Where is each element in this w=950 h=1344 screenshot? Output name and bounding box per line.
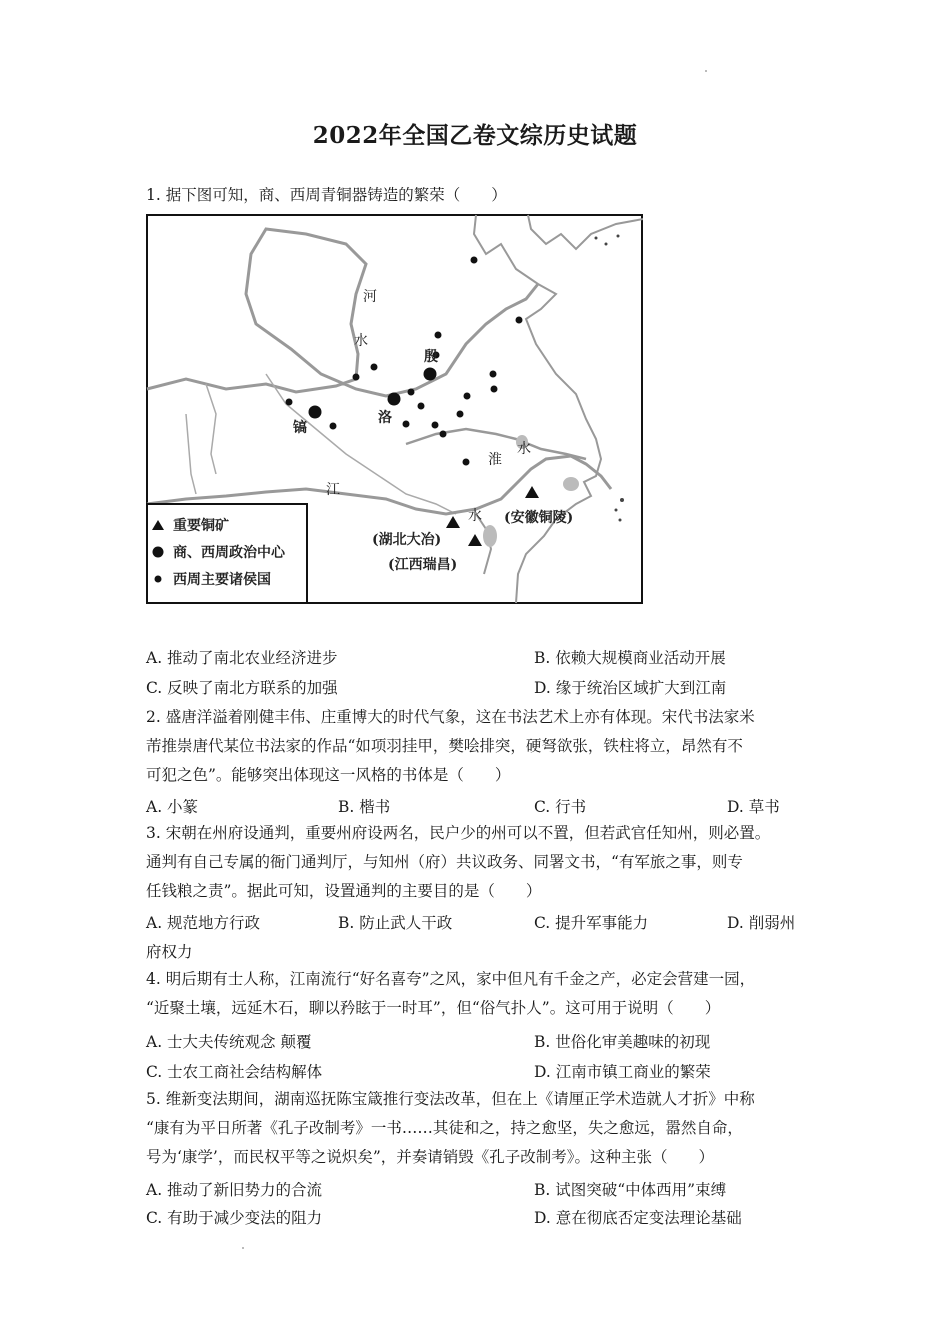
q3-option-c: C. 提升军事能力 bbox=[534, 914, 649, 932]
tai-lake bbox=[563, 477, 579, 491]
q2-option-a: A. 小篆 bbox=[146, 798, 199, 816]
q4-option-d: D. 江南市镇工商业的繁荣 bbox=[534, 1063, 711, 1081]
q5-option-c: C. 有助于减少变法的阻力 bbox=[146, 1209, 323, 1227]
q3-option-b: B. 防止武人干政 bbox=[338, 914, 453, 932]
legend-small-dot bbox=[155, 576, 162, 583]
question-5-line-1: 5. 维新变法期间，湖南巡抚陈宝箴推行变法改革，但在上《请厘正学术造就人才折》中称 bbox=[146, 1090, 755, 1108]
label-luo: 洛 bbox=[378, 410, 392, 426]
label-he: 河 bbox=[363, 289, 377, 305]
page-title: 2022年全国乙卷文综历史试题 bbox=[312, 122, 638, 149]
question-2-line-3: 可犯之色”。能够突出体现这一风格的书体是（ ） bbox=[146, 766, 511, 784]
center-hao bbox=[309, 406, 322, 419]
legend-large-dot bbox=[153, 547, 164, 558]
q2-option-b: B. 楷书 bbox=[338, 798, 391, 816]
question-3-line-2: 通判有自己专属的衙门通判厅，与知州（府）共议政务、同署文书，“有军旅之事，则专 bbox=[146, 853, 743, 871]
question-5-line-2: “康有为平日所著《孔子改制考》一书……其徒和之，持之愈坚，失之愈远，嚣然自命， bbox=[146, 1119, 743, 1137]
center-luo bbox=[388, 393, 401, 406]
label-shui2: 水 bbox=[517, 441, 531, 457]
question-4-line-2: “近聚土壤，远延木石，聊以矜眩于一时耳”，但“俗气扑人”。这可用于说明（ ） bbox=[146, 999, 721, 1017]
q2-option-c: C. 行书 bbox=[534, 798, 587, 816]
question-2-line-2: 芾推崇唐代某位书法家的作品“如项羽挂甲，樊哙排突，硬弩欲张，铁柱将立，昂然有不 bbox=[146, 737, 743, 755]
q4-option-c: C. 士农工商社会结构解体 bbox=[146, 1063, 323, 1081]
label-shui1: 水 bbox=[354, 333, 368, 349]
q3-option-a: A. 规范地方行政 bbox=[146, 914, 261, 932]
bronze-mines-map bbox=[146, 214, 643, 604]
label-yin: 殷 bbox=[424, 349, 438, 365]
question-2-line-1: 2. 盛唐洋溢着刚健丰伟、庄重博大的时代气象，这在书法艺术上亦有体现。宋代书法家米 bbox=[146, 708, 755, 726]
q3-option-d: D. 削弱州 bbox=[727, 914, 796, 932]
question-3-line-3: 任钱粮之责”。据此可知，设置通判的主要目的是（ ） bbox=[146, 882, 542, 900]
legend-label-vassal: 西周主要诸侯国 bbox=[173, 572, 271, 588]
question-1-stem: 1. 据下图可知，商、西周青铜器铸造的繁荣（ ） bbox=[146, 186, 507, 204]
q4-option-a: A. 士大夫传统观念 颠覆 bbox=[146, 1033, 312, 1051]
q1-option-c: C. 反映了南北方联系的加强 bbox=[146, 679, 338, 697]
label-shui3: 水 bbox=[468, 508, 482, 524]
q1-option-b: B. 依赖大规模商业活动开展 bbox=[534, 649, 726, 667]
question-3-line-1: 3. 宋朝在州府设通判，重要州府设两名，民户少的州可以不置，但若武官任知州，则必置。 bbox=[146, 824, 771, 842]
question-5-line-3: 号为‘康学’，而民权平等之说炽矣”，并奏请销毁《孔子改制考》。这种主张（ ） bbox=[146, 1148, 715, 1166]
scan-speck bbox=[705, 70, 707, 72]
q3-option-d-wrap: 府权力 bbox=[146, 943, 193, 961]
q1-option-d: D. 缘于统治区域扩大到江南 bbox=[534, 679, 727, 697]
q4-option-b: B. 世俗化审美趣味的初现 bbox=[534, 1033, 711, 1051]
label-hao: 镐 bbox=[293, 420, 307, 436]
q5-option-b: B. 试图突破“中体西用”束缚 bbox=[534, 1181, 727, 1199]
label-hubei: (湖北大冶) bbox=[372, 532, 442, 548]
label-huai: 淮 bbox=[488, 452, 502, 468]
legend-label-center: 商、西周政治中心 bbox=[173, 545, 285, 561]
poyang-lake bbox=[483, 525, 497, 547]
q5-option-a: A. 推动了新旧势力的合流 bbox=[146, 1181, 323, 1199]
q1-option-a: A. 推动了南北农业经济进步 bbox=[146, 649, 338, 667]
question-4-line-1: 4. 明后期有士人称，江南流行“好名喜夸”之风，家中但凡有千金之产，必定会营建一园， bbox=[146, 970, 756, 988]
label-jiang: 江 bbox=[326, 482, 340, 498]
q2-option-d: D. 草书 bbox=[727, 798, 780, 816]
center-yin bbox=[424, 368, 437, 381]
label-anhui: (安徽铜陵) bbox=[504, 510, 574, 526]
legend-label-mine: 重要铜矿 bbox=[173, 518, 229, 534]
scan-speck bbox=[242, 1247, 244, 1249]
label-jiangxi: (江西瑞昌) bbox=[388, 557, 458, 573]
q5-option-d: D. 意在彻底否定变法理论基础 bbox=[534, 1209, 742, 1227]
